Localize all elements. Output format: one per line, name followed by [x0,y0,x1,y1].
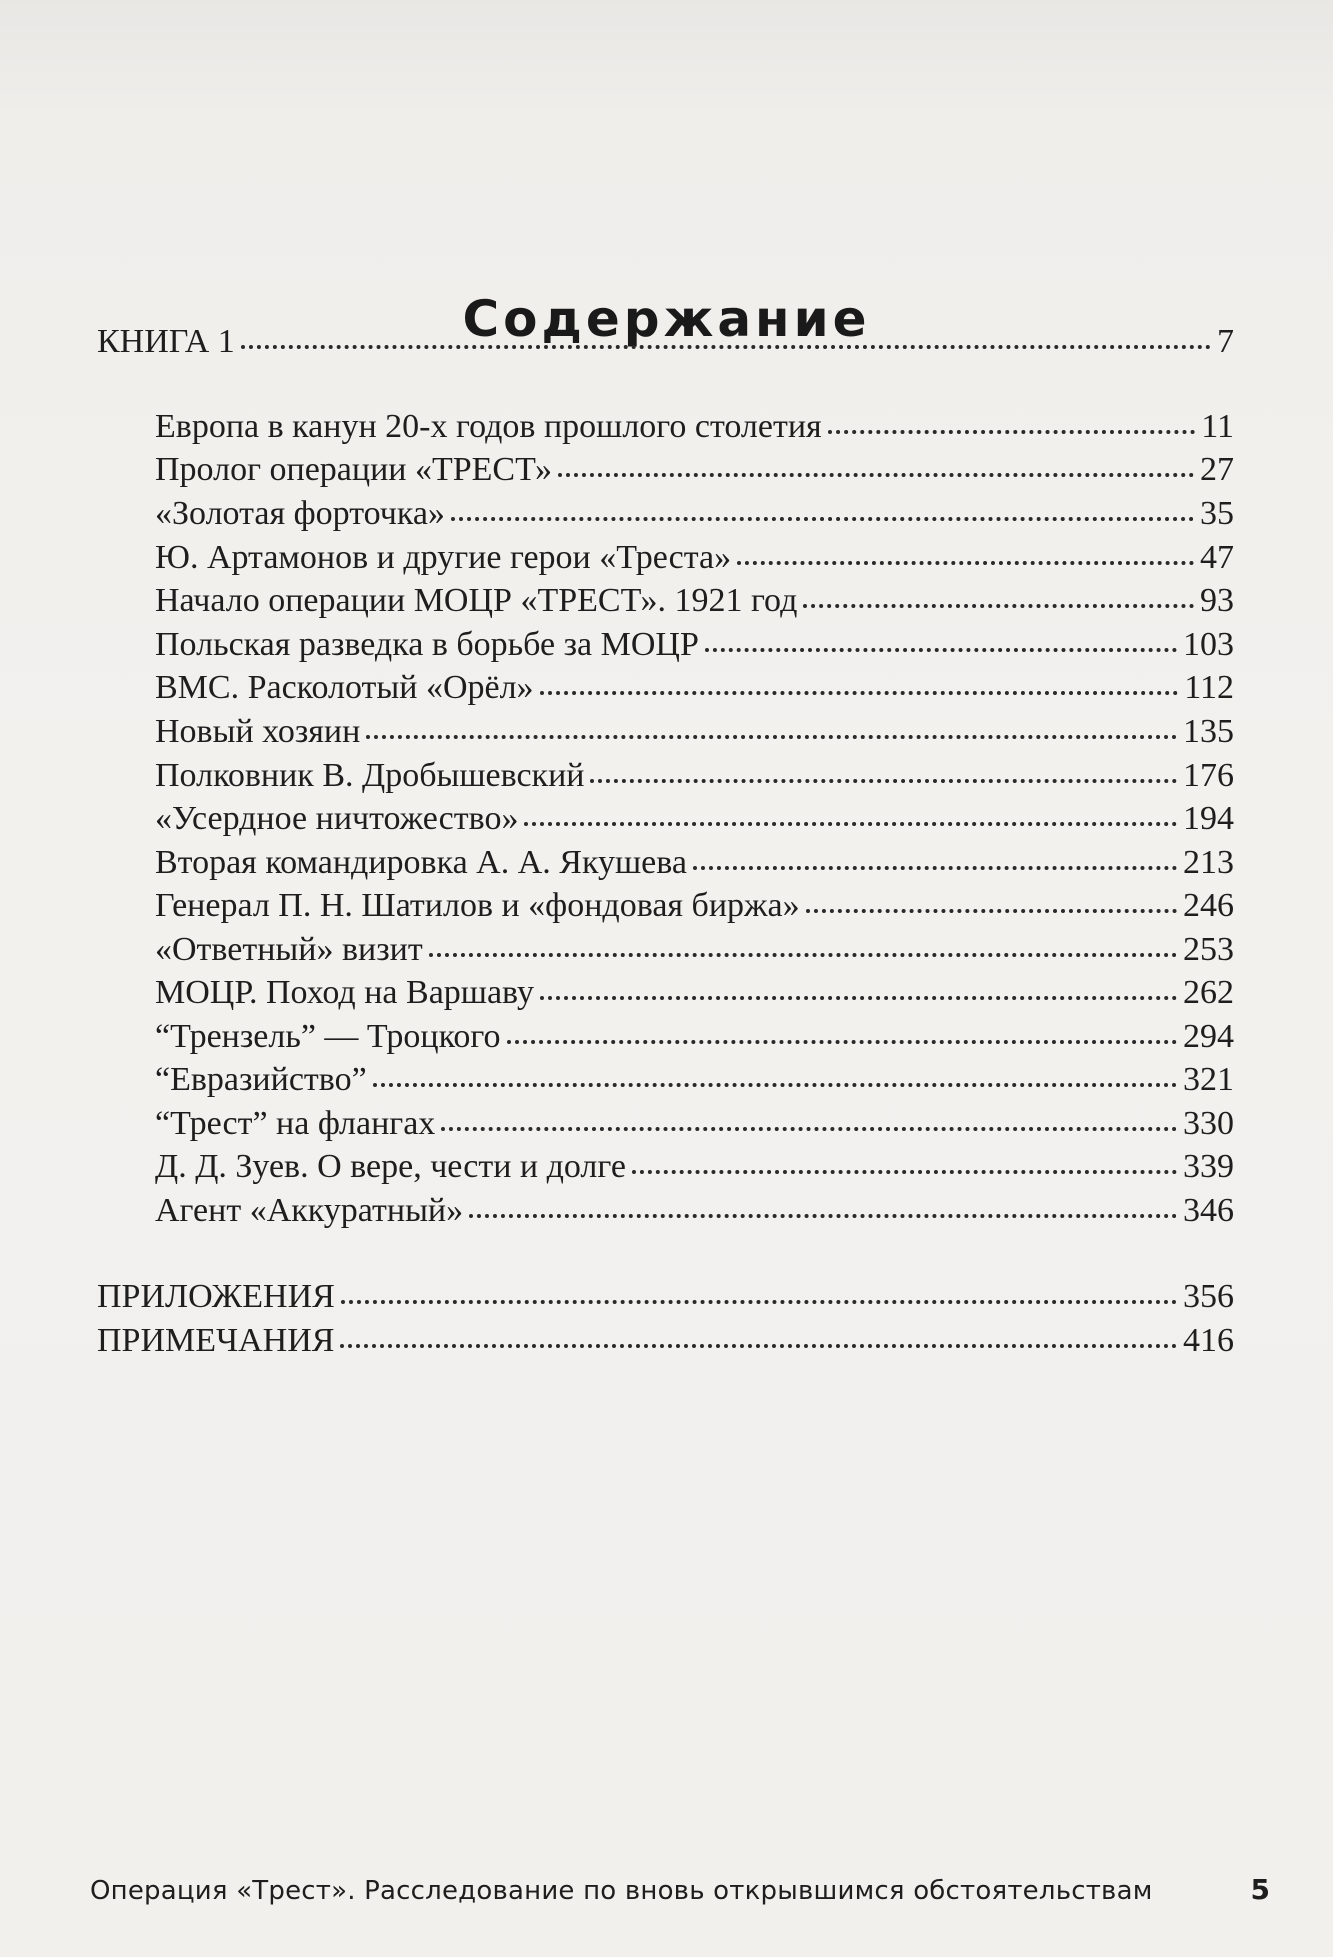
page-title: Содержание [462,290,871,348]
dot-leader [524,822,1177,826]
page-number: 5 [1250,1873,1270,1906]
toc-entry [155,930,1234,974]
toc-entry-label: Агент «Аккуратный» [155,1192,464,1229]
toc-entry-page: 339 [1183,1148,1234,1185]
dot-leader [540,996,1177,1000]
toc-entry [97,322,1234,366]
dot-leader [803,604,1194,608]
toc-entry [155,799,1234,843]
toc-entry-page: 356 [1183,1278,1234,1315]
toc-entry [97,1321,1234,1365]
toc-entry-label: “Евразийство” [155,1061,367,1098]
toc-entry-page: 213 [1183,844,1234,881]
toc-entry [155,494,1234,538]
running-title: Операция «Трест». Расследование по вновь открывшимся обстоятельствам [90,1876,1153,1906]
dot-leader [705,648,1177,652]
toc-entry [155,1017,1234,1061]
dot-leader [441,1127,1177,1131]
toc-entry-label: «Усердное ничтожество» [155,800,519,837]
dot-leader [451,517,1194,521]
toc-entry-page: 93 [1200,582,1234,619]
toc-entry-page: 294 [1183,1018,1234,1055]
toc-entry [155,712,1234,756]
toc-entry-label: ПРИЛОЖЕНИЯ [97,1278,335,1315]
dot-leader [828,430,1196,434]
toc-entry-label: «Золотая форточка» [155,495,445,532]
toc-entry-page: 321 [1183,1061,1234,1098]
toc-entry-page: 246 [1183,887,1234,924]
dot-leader [632,1170,1177,1174]
toc-entry-label: ВМС. Расколотый «Орёл» [155,669,534,706]
page-footer [90,1873,1270,1906]
toc-entry-page: 27 [1200,451,1234,488]
toc-entry [155,1104,1234,1148]
toc-entry-label: Полковник В. Дробышевский [155,757,585,794]
toc-entry-label: ПРИМЕЧАНИЯ [97,1322,335,1359]
toc-entry-label: Ю. Артамонов и другие герои «Треста» [155,539,732,576]
dot-leader [507,1040,1178,1044]
toc-entry [155,1147,1234,1191]
toc-entry-label: Генерал П. Н. Шатилов и «фондовая биржа» [155,887,800,924]
toc-entry [155,886,1234,930]
toc-entry [155,756,1234,800]
dot-leader [806,909,1177,913]
dot-leader [373,1083,1177,1087]
toc-entry-label: Начало операции МОЦР «ТРЕСТ». 1921 год [155,582,798,619]
dot-leader [737,561,1194,565]
dot-leader [366,735,1177,739]
toc-entry-page: 262 [1183,974,1234,1011]
toc-entry-page: 416 [1183,1322,1234,1359]
toc-entry [155,407,1234,451]
toc-entry-label: “Трензель” — Троцкого [155,1018,501,1055]
toc-entry-label: “Трест” на флангах [155,1105,436,1142]
toc-entry [155,625,1234,669]
toc-entry-page: 194 [1183,800,1234,837]
toc-entry-label: Вторая командировка А. А. Якушева [155,844,687,881]
toc-entry [155,973,1234,1017]
toc-entry [155,538,1234,582]
dot-leader [241,345,1211,349]
toc-entry-label: Д. Д. Зуев. О вере, чести и долге [155,1148,626,1185]
dot-leader [429,953,1177,957]
toc-entry [155,450,1234,494]
dot-leader [693,866,1177,870]
toc-entry [97,1277,1234,1321]
toc-entry-label: Европа в канун 20-х годов прошлого столетия [155,408,822,445]
toc-entry-label: Новый хозяин [155,713,361,750]
dot-leader [341,1300,1177,1304]
toc-entry-page: 35 [1200,495,1234,532]
dot-leader [540,691,1179,695]
toc-entry-page: 176 [1183,757,1234,794]
toc-entry-label: Польская разведка в борьбе за МОЦР [155,626,699,663]
dot-leader [469,1214,1177,1218]
toc-entry [155,668,1234,712]
toc-entry-page: 103 [1183,626,1234,663]
toc-entry-page: 112 [1184,669,1234,706]
toc-entry-page: 47 [1200,539,1234,576]
toc-entry-label: «Ответный» визит [155,931,423,968]
toc-entry-page: 330 [1183,1105,1234,1142]
toc-entry [155,1191,1234,1235]
dot-leader [590,779,1177,783]
toc-entry-label: Пролог операции «ТРЕСТ» [155,451,552,488]
dot-leader [558,473,1194,477]
toc-entry-page: 7 [1217,323,1234,360]
toc-entry [155,581,1234,625]
toc-entry [155,843,1234,887]
dot-leader [340,1344,1177,1348]
toc-entry-page: 135 [1183,713,1234,750]
toc-entry-label: МОЦР. Поход на Варшаву [155,974,534,1011]
toc-entry-page: 11 [1201,408,1234,445]
toc-entry [155,1060,1234,1104]
toc-entry-page: 253 [1183,931,1234,968]
toc-entry-page: 346 [1183,1192,1234,1229]
toc-entry-label: КНИГА 1 [97,323,235,360]
